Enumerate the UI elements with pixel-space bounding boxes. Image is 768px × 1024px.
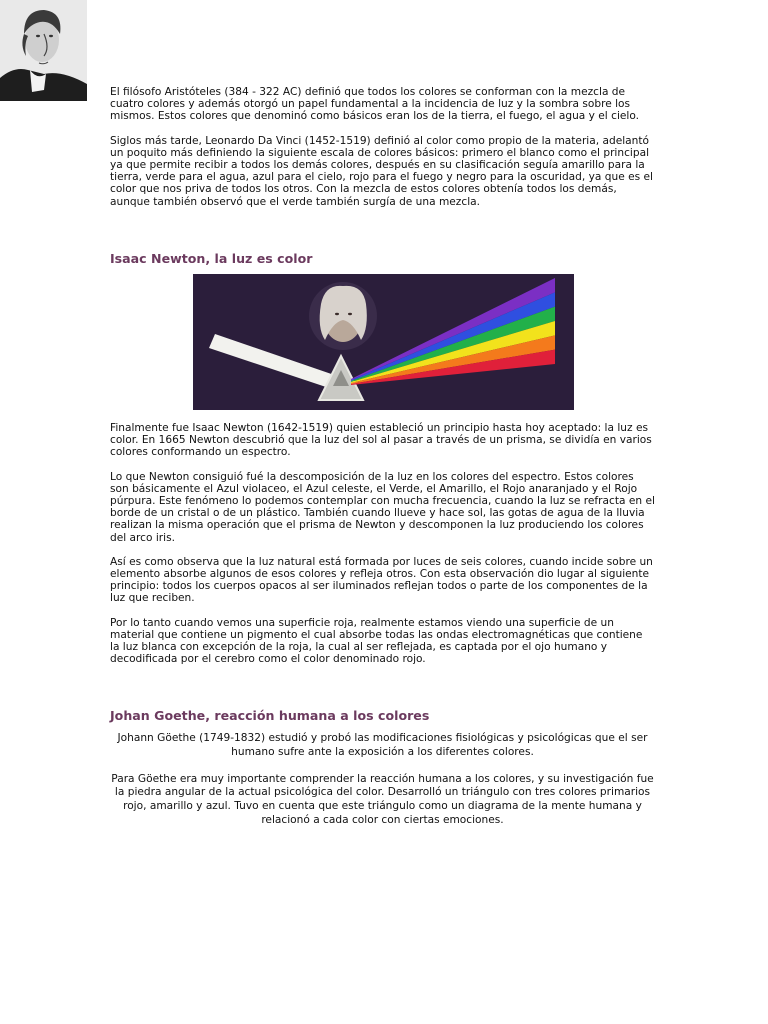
newton-paragraph-3: Así es como observa que la luz natural está formada por luces de seis colores, cuando incide sobre un elemento absorbe algunos de esos colores y refleja otros. Con esta observación dio lugar al siguiente principio: todos los cuerpos opacos al ser iluminados reflejan todos o parte de los componentes de la luz que reciben. [110, 555, 653, 605]
goethe-heading: Johan Goethe, reacción humana a los colores [110, 708, 430, 723]
goethe-portrait-image [0, 0, 87, 101]
intro-paragraph-davinci: Siglos más tarde, Leonardo Da Vinci (1452-1519) definió al color como propio de la materia, adelantó un poquito más definiendo la siguiente escala de colores básicos: primero el blanco como el principal ya que permite recibir a todos los demás colores, después en su clasificación seguía amarillo para la tierra, verde para el agua, azul para el cielo, rojo para el fuego y negro para la oscuridad, ya que es el color que nos priva de todos los otros. Con la mezcla de estos colores obtenía todos los demás, aunque también observó que el verde también surgía de una mezcla. [110, 134, 653, 208]
newton-prism-image [193, 274, 574, 410]
newton-paragraph-4: Por lo tanto cuando vemos una superficie roja, realmente estamos viendo una superficie de un material que contiene un pigmento el cual absorbe todas las ondas electromagnéticas que contiene la luz blanca con excepción de la roja, la cual al ser reflejada, es captada por el ojo humano y decodificada por el cerebro como el color denominado rojo. [110, 616, 643, 666]
goethe-paragraph-1: Johann Göethe (1749-1832) estudió y probó las modificaciones fisiológicas y psicológicas que el ser humano sufre ante la exposición a los diferentes colores. [117, 732, 648, 758]
goethe-paragraph-2: Para Göethe era muy importante comprender la reacción humana a los colores, y su investigación fue la piedra angular de la actual psicológica del color. Desarrolló un triángulo con tres colores primarios rojo, amarillo y azul. Tuvo en cuenta que este triángulo como un diagrama de la mente humana y relacionó a cada color con ciertas emociones. [111, 772, 654, 826]
newton-paragraph-2: Lo que Newton consiguió fué la descomposición de la luz en los colores del espectro. Estos colores son básicamente el Azul violaceo, el Azul celeste, el Verde, el Amarillo, el Rojo anaranjado y el Rojo púrpura. Este fenómeno lo podemos contemplar con mucha frecuencia, cuando la luz se refracta en el borde de un cristal o de un plástico. También cuando llueve y hace sol, las gotas de agua de la lluvia realizan la misma operación que el prisma de Newton y descomponen la luz produciendo los colores del arco iris. [110, 470, 655, 544]
newton-paragraph-1: Finalmente fue Isaac Newton (1642-1519) quien estableció un principio hasta hoy aceptado: la luz es color. En 1665 Newton descubrió que la luz del sol al pasar a través de un prisma, se dividía en varios colores conformando un espectro. [110, 422, 652, 459]
intro-paragraph-aristoteles: El filósofo Aristóteles (384 - 322 AC) definió que todos los colores se conforman con la mezcla de cuatro colores y además otorgó un papel fundamental a la incidencia de luz y la sombra sobre los mismos. Estos colores que denominó como básicos eran los de la tierra, el fuego, el agua y el cielo. [110, 86, 640, 123]
newton-heading: Isaac Newton, la luz es color [110, 251, 313, 266]
intro-section [110, 86, 655, 208]
goethe-section [110, 732, 655, 828]
newton-section [110, 422, 655, 665]
